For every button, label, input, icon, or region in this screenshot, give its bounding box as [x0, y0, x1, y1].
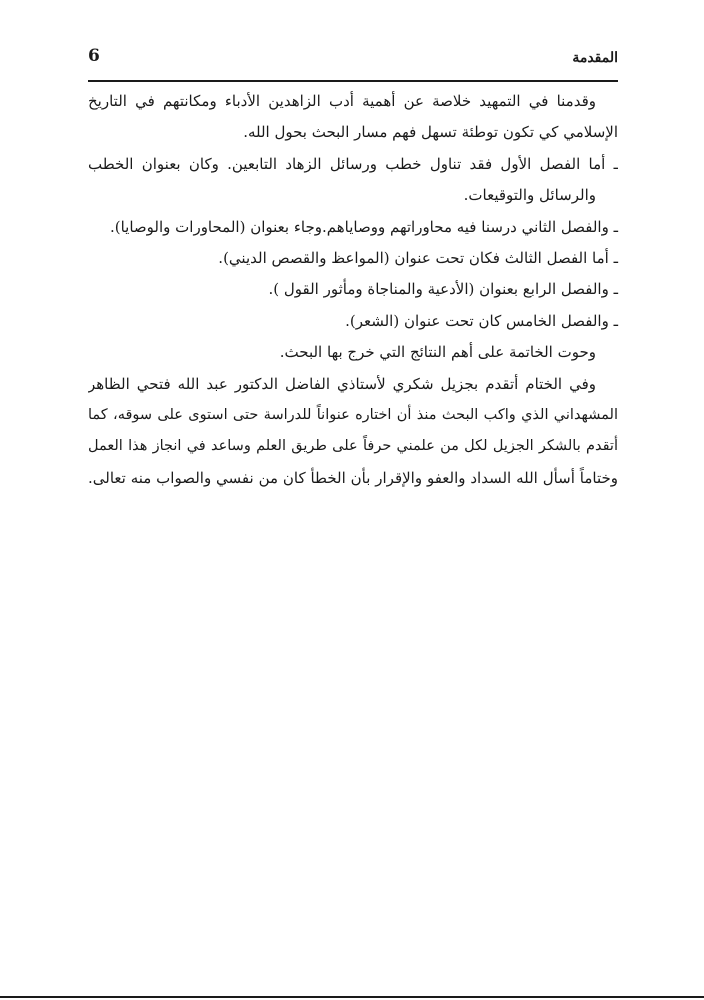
text-line: ـ والفصل الرابع بعنوان (الأدعية والمناجاة ومأثور القول ). — [268, 280, 618, 299]
text-line: ـ أما الفصل الأول فقد تناول خطب ورسائل الزهاد التابعين. وكان بعنوان الخطب — [88, 154, 618, 173]
header-rule — [88, 80, 618, 82]
text-line: وقدمنا في التمهيد خلاصة عن أهمية أدب الزاهدين الأدباء ومكانتهم في التاريخ — [88, 92, 596, 110]
text-line: والرسائل والتوقيعات. — [463, 186, 596, 205]
text-line: ـ والفصل الخامس كان تحت عنوان (الشعر). — [345, 311, 618, 330]
text-line: أتقدم بالشكر الجزيل لكل من علمني حرفاً على طريق العلم وساعد في انجاز هذا العمل — [88, 438, 618, 455]
bottom-border — [0, 996, 704, 998]
page-number: 6 — [88, 46, 100, 66]
text-line: الإسلامي كي تكون توطئة تسهل فهم مسار البحث بحول الله. — [243, 123, 618, 142]
text-line: ـ والفصل الثاني درسنا فيه محاوراتهم ووصاياهم.وجاء بعنوان (المحاورات والوصايا). — [109, 217, 618, 236]
page-header — [88, 44, 618, 76]
text-line: وختاماً أسأل الله السداد والعفو والإقرار بأن الخطأ كان من نفسي والصواب منه تعالى. — [88, 468, 618, 487]
text-line: وفي الختام أتقدم بجزيل شكري لأستاذي الفاضل الدكتور عبد الله فتحي الظاهر — [88, 374, 596, 393]
text-line: ـ أما الفصل الثالث فكان تحت عنوان (المواعظ والقصص الديني). — [218, 249, 618, 267]
text-line: المشهداني الذي واكب البحث منذ أن اختاره عنواناً للدراسة حتى استوى على سوقه، كما — [88, 407, 618, 424]
text-line: وحوت الخاتمة على أهم النتائج التي خرج بها البحث. — [279, 343, 596, 362]
body-text — [88, 86, 618, 494]
section-title: المقدمة — [572, 50, 618, 66]
